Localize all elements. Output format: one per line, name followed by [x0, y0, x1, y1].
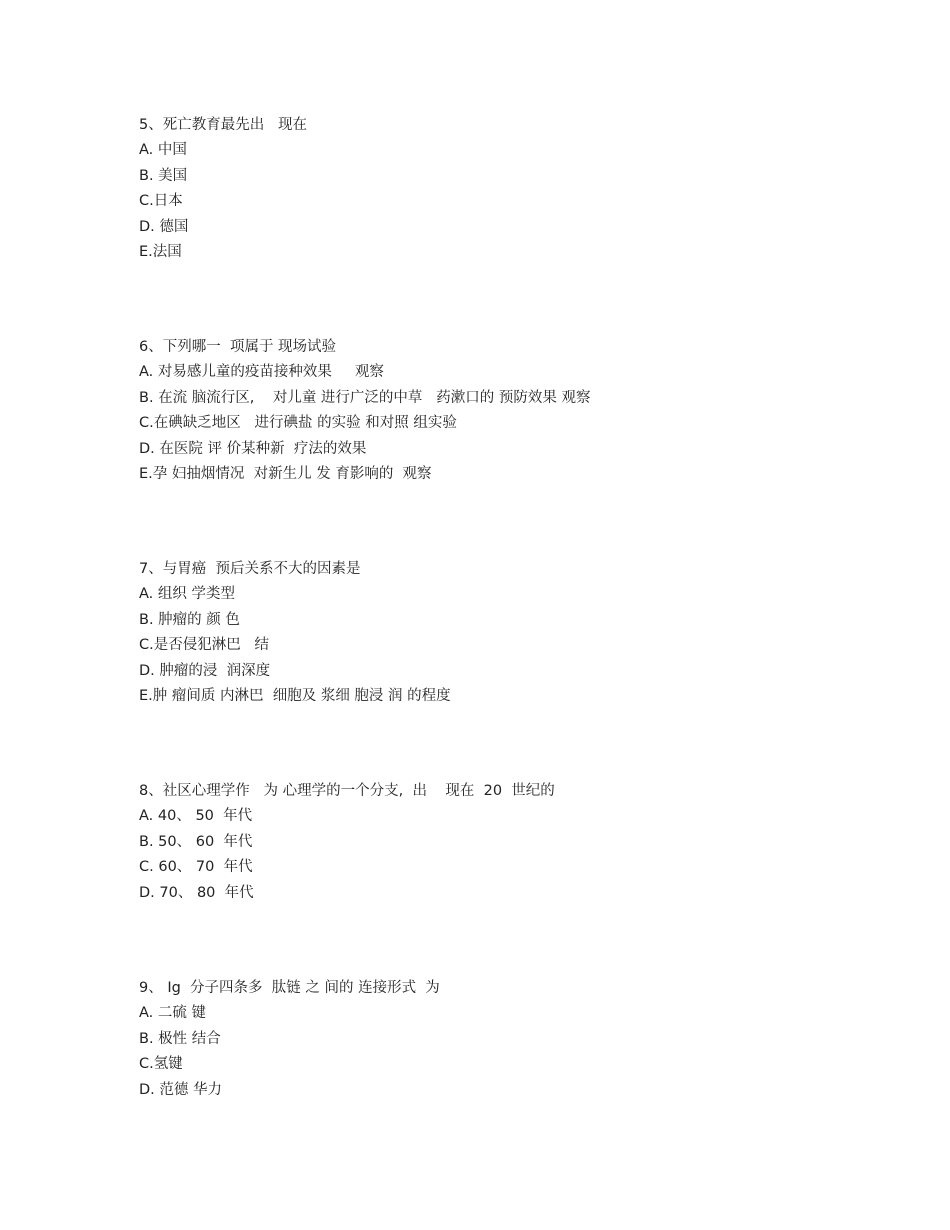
question-stem: 9、 Ig 分子四条多 肽链 之 间的 连接形式 为 — [139, 980, 440, 996]
option-b: B. 在流 脑流行区, 对儿童 进行广泛的中草 药漱口的 预防效果 观察 — [139, 389, 591, 406]
option-d: D. 肿瘤的浸 润深度 — [139, 662, 271, 679]
option-b: B. 肿瘤的 颜 色 — [139, 611, 240, 628]
option-d: D. 在医院 评 价某种新 疗法的效果 — [139, 440, 367, 457]
option-a: A. 40、 50 年代 — [139, 808, 253, 825]
option-a: A. 组织 学类型 — [139, 586, 235, 603]
question-5 — [139, 113, 899, 265]
option-e: E.孕 妇抽烟情况 对新生儿 发 育影响的 观察 — [139, 465, 432, 482]
question-stem: 6、下列哪一 项属于 现场试验 — [139, 339, 337, 355]
question-7 — [139, 557, 899, 709]
option-a: A. 二硫 键 — [139, 1005, 206, 1022]
option-a: A. 对易感儿童的疫苗接种效果 观察 — [139, 364, 384, 381]
option-d: D. 范德 华力 — [139, 1081, 222, 1098]
option-e: E.肿 瘤间质 内淋巴 细胞及 浆细 胞浸 润 的程度 — [139, 687, 451, 704]
option-c: C. 60、 70 年代 — [139, 859, 253, 876]
question-stem: 7、与胃癌 预后关系不大的因素是 — [139, 561, 361, 577]
question-stem: 8、社区心理学作 为 心理学的一个分支, 出 现在 20 世纪的 — [139, 783, 555, 799]
option-e: E.法国 — [139, 243, 182, 260]
option-b: B. 极性 结合 — [139, 1030, 221, 1047]
option-c: C.在碘缺乏地区 进行碘盐 的实验 和对照 组实验 — [139, 415, 457, 432]
option-c: C.日本 — [139, 193, 183, 210]
question-6 — [139, 335, 899, 487]
option-d: D. 70、 80 年代 — [139, 884, 254, 901]
option-b: B. 美国 — [139, 167, 188, 184]
option-a: A. 中国 — [139, 142, 187, 159]
question-9 — [139, 976, 899, 1103]
option-c: C.氢键 — [139, 1056, 183, 1073]
option-c: C.是否侵犯淋巴 结 — [139, 637, 270, 654]
question-stem: 5、死亡教育最先出 现在 — [139, 117, 308, 133]
option-b: B. 50、 60 年代 — [139, 833, 253, 850]
option-d: D. 德国 — [139, 218, 189, 235]
question-8 — [139, 779, 899, 906]
